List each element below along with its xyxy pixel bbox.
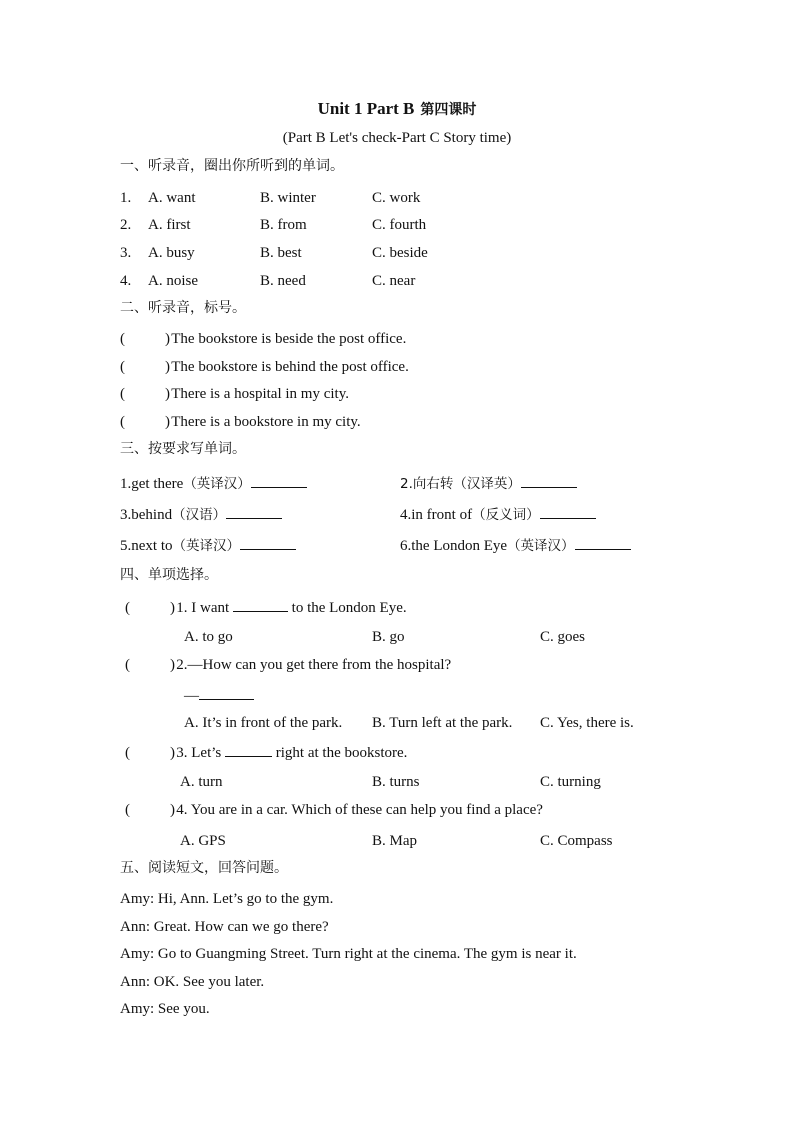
answer-blank[interactable]	[251, 475, 307, 488]
answer-blank[interactable]	[233, 599, 288, 612]
listening-item: ( ) There is a hospital in my city.	[120, 386, 349, 402]
option-b: B. winter	[260, 190, 316, 206]
row-number: 3.	[120, 245, 132, 261]
option-a: A. turn	[180, 774, 223, 790]
question-text: 4. You are in a car. Which of these can help you find a place?	[176, 802, 543, 818]
option-a: A. GPS	[180, 833, 226, 849]
page-subtitle: (Part B Let's check-Part C Story time)	[282, 130, 512, 146]
dialogue-line: Amy: See you.	[120, 1001, 210, 1017]
section-5-heading: 五、阅读短文，回答问题。	[120, 860, 288, 876]
option-a: A. want	[148, 190, 196, 206]
choice-question: ( ) 4. You are in a car. Which of these can help you find a place?	[125, 802, 543, 818]
word-task-type: （英译汉）	[172, 538, 240, 554]
row-number: 4.	[120, 273, 132, 289]
word-task	[120, 475, 307, 492]
listening-item: ( ) There is a bookstore in my city.	[120, 414, 361, 430]
listening-item: ( ) The bookstore is behind the post office.	[120, 359, 409, 375]
option-c: C. Compass	[540, 833, 613, 849]
word-task-type: （英译汉）	[183, 476, 251, 492]
option-a: A. It’s in front of the park.	[184, 715, 343, 731]
option-b: B. from	[260, 217, 307, 233]
word-task-prompt: 6.the London Eye	[400, 538, 508, 554]
option-c: C. beside	[372, 245, 428, 261]
word-task	[400, 475, 577, 492]
dialogue-response	[184, 687, 254, 704]
section-4-heading: 四、单项选择。	[120, 567, 218, 583]
section-3-heading: 三、按要求写单词。	[120, 441, 246, 457]
option-c: C. fourth	[372, 217, 427, 233]
answer-blank[interactable]	[226, 506, 282, 519]
question-text: to the London Eye.	[291, 600, 407, 616]
listening-item-text: There is a bookstore in my city.	[171, 414, 361, 430]
question-text: right at the bookstore.	[275, 745, 408, 761]
word-task	[120, 537, 296, 554]
word-task	[120, 506, 282, 523]
option-c: C. turning	[540, 774, 601, 790]
option-a: A. busy	[148, 245, 195, 261]
section-2-heading: 二、听录音，标号。	[120, 300, 246, 316]
row-number: 1.	[120, 190, 132, 206]
question-text: 3. Let’s	[176, 745, 222, 761]
option-a: A. to go	[184, 629, 233, 645]
dialogue-line: Amy: Go to Guangming Street. Turn right at the cinema. The gym is near it.	[120, 946, 577, 962]
answer-blank[interactable]	[199, 687, 254, 700]
answer-blank[interactable]	[240, 537, 296, 550]
option-c: C. Yes, there is.	[540, 715, 634, 731]
option-c: C. near	[372, 273, 416, 289]
option-a: A. first	[148, 217, 191, 233]
choice-question: ( ) 1. I want to the London Eye.	[125, 600, 407, 616]
option-b: B. need	[260, 273, 306, 289]
page-title	[0, 100, 794, 117]
word-task-prompt: 4.in front of	[400, 507, 473, 523]
answer-blank[interactable]	[521, 475, 577, 488]
option-c: C. goes	[540, 629, 585, 645]
word-task-prompt: 1.get there	[120, 476, 184, 492]
word-task-type: （英译汉）	[507, 538, 575, 554]
option-b: B. Turn left at the park.	[372, 715, 513, 731]
listening-item-text: There is a hospital in my city.	[171, 386, 349, 402]
dialogue-line: Ann: Great. How can we go there?	[120, 919, 329, 935]
title-cn: 第四课时	[420, 102, 477, 118]
listening-item-text: The bookstore is beside the post office.	[171, 331, 407, 347]
listening-item-text: The bookstore is behind the post office.	[171, 359, 409, 375]
option-b: B. turns	[372, 774, 420, 790]
option-b: B. go	[372, 629, 405, 645]
dialogue-line: Ann: OK. See you later.	[120, 974, 265, 990]
word-task-type: （汉译英）	[453, 476, 521, 492]
option-a: A. noise	[148, 273, 198, 289]
word-task-type: （汉语）	[172, 507, 227, 523]
choice-question: ( ) 2.—How can you get there from the hospital?	[125, 657, 452, 673]
answer-blank[interactable]	[540, 506, 596, 519]
option-c: C. work	[372, 190, 421, 206]
word-task	[400, 506, 596, 523]
word-task-prompt: 3.behind	[120, 507, 173, 523]
option-b: B. Map	[372, 833, 417, 849]
word-task-prompt: 2.向右转	[400, 476, 454, 492]
listening-item: ( ) The bookstore is beside the post office.	[120, 331, 407, 347]
dash: —	[184, 688, 199, 704]
word-task-type: （反义词）	[472, 507, 540, 523]
answer-blank[interactable]	[575, 537, 631, 550]
row-number: 2.	[120, 217, 132, 233]
choice-question: ( ) 3. Let’s right at the bookstore.	[125, 745, 408, 761]
title-main: Unit 1 Part B	[317, 99, 415, 118]
word-task-prompt: 5.next to	[120, 538, 173, 554]
word-task	[400, 537, 631, 554]
option-b: B. best	[260, 245, 302, 261]
dialogue-line: Amy: Hi, Ann. Let’s go to the gym.	[120, 891, 334, 907]
question-text: 1. I want	[176, 600, 230, 616]
question-text: 2.—How can you get there from the hospital?	[176, 657, 452, 673]
answer-blank[interactable]	[225, 744, 272, 757]
section-1-heading: 一、听录音，圈出你所听到的单词。	[120, 158, 344, 174]
